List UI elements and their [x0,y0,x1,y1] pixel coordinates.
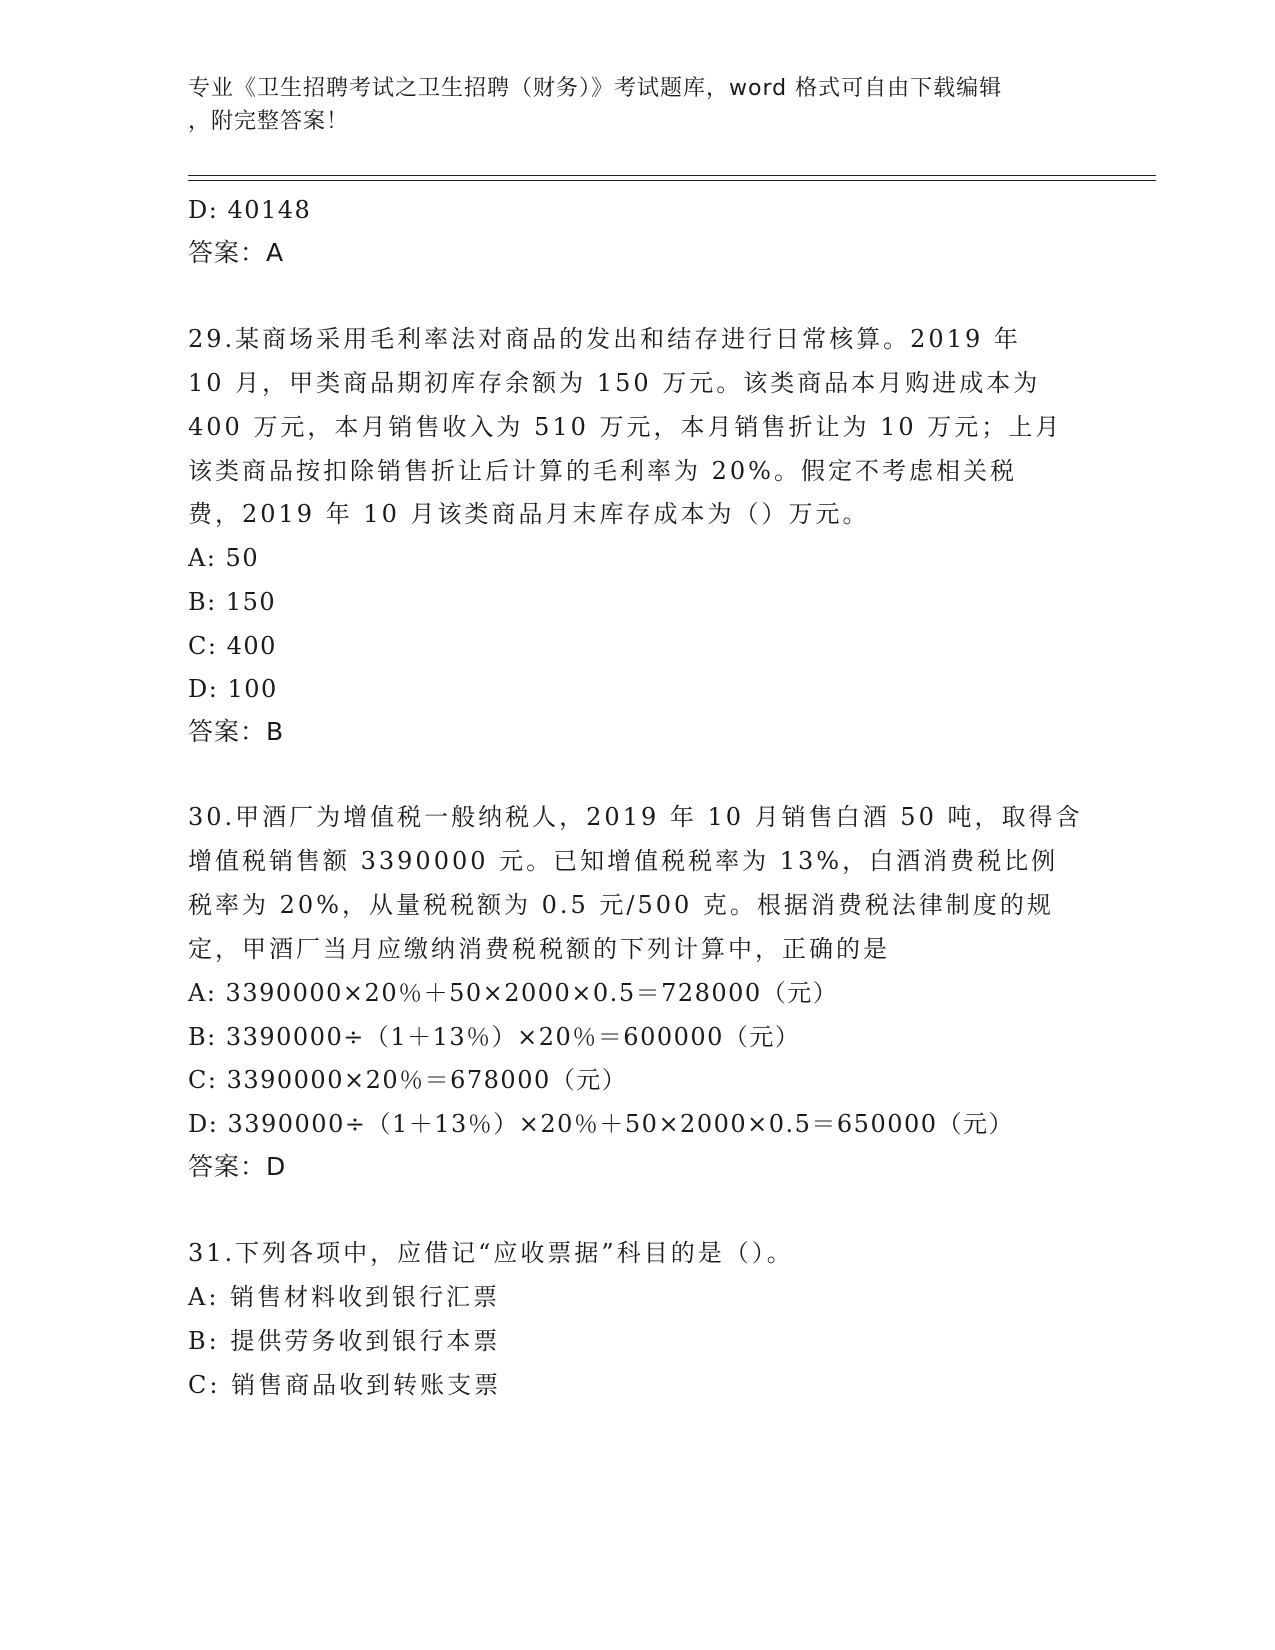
q29-text-line-4: 该类商品按扣除销售折让后计算的毛利率为 20%。假定不考虑相关税 [188,457,1017,485]
q28-answer: 答案：A [188,238,285,267]
q29-text-line-1: 29.某商场采用毛利率法对商品的发出和结存进行日常核算。2019 年 [188,325,1021,353]
q29-text-line-2: 10 月，甲类商品期初库存余额为 150 万元。该类商品本月购进成本为 [188,369,1041,397]
header-divider-top [188,175,1156,176]
document-header [188,72,1068,138]
q30-answer: 答案：D [188,1152,287,1181]
q29-text-line-5: 费，2019 年 10 月该类商品月末库存成本为（）万元。 [188,500,870,528]
header-title-line-2: ，附完整答案！ [188,109,350,134]
q29-answer: 答案：B [188,717,285,746]
q29-option-a: A: 50 [188,544,260,572]
q28-option-d: D: 40148 [188,196,312,224]
q29-text-line-3: 400 万元，本月销售收入为 510 万元，本月销售折让为 10 万元；上月 [188,413,1063,441]
q30-text-line-1: 30.甲酒厂为增值税一般纳税人，2019 年 10 月销售白酒 50 吨，取得含 [188,803,1083,831]
header-title-line-1: 专业《卫生招聘考试之卫生招聘（财务）》考试题库，word 格式可自由下载编辑 [188,76,1003,101]
q30-text-line-4: 定，甲酒厂当月应缴纳消费税税额的下列计算中，正确的是 [188,935,890,963]
q29-option-c: C: 400 [188,632,277,660]
q30-option-d: D: 3390000÷（1＋13％）×20％＋50×2000×0.5＝650000（元） [188,1110,1015,1138]
header-divider-bottom [188,180,1156,181]
q31-option-b: B: 提供劳务收到银行本票 [188,1327,501,1355]
q30-option-a: A: 3390000×20％＋50×2000×0.5＝728000（元） [188,979,839,1007]
q29-option-b: B: 150 [188,588,277,616]
q31-text-line-1: 31.下列各项中，应借记“应收票据”科目的是（）。 [188,1239,794,1267]
q31-option-a: A: 销售材料收到银行汇票 [188,1283,501,1311]
q30-option-c: C: 3390000×20％＝678000（元） [188,1066,628,1094]
q30-text-line-3: 税率为 20%，从量税税额为 0.5 元/500 克。根据消费税法律制度的规 [188,891,1054,919]
q29-option-d: D: 100 [188,675,278,703]
q30-option-b: B: 3390000÷（1＋13％）×20％＝600000（元） [188,1023,801,1051]
q31-option-c: C: 销售商品收到转账支票 [188,1371,502,1399]
q30-text-line-2: 增值税销售额 3390000 元。已知增值税税率为 13%，白酒消费税比例 [188,847,1059,875]
